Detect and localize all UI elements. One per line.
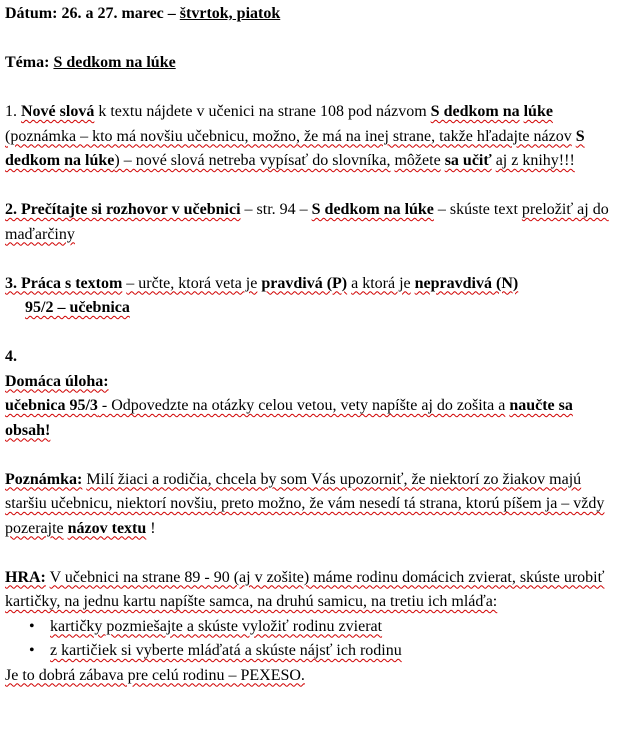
task-3 — [5, 272, 617, 297]
note — [5, 468, 617, 542]
note-name: názov textu — [67, 519, 147, 537]
homework-book: učebnica 95/3 — [5, 397, 98, 414]
task-2-text-1: – str. 94 – — [244, 201, 308, 218]
date-line — [5, 2, 617, 27]
list-item-text: kartičky pozmiešajte a skúste vyložiť rodinu zvierat — [50, 617, 383, 635]
note-text: Milí žiaci a rodičia, chcela by som Vás upozorniť, že niektorí zo žiakov majú staršiu učebnicu, niektorí novšiu, preto možno, že vám nesedí tá strana, ktorú píšem ja – vždy pozerajte — [5, 470, 605, 537]
task-3-text-1: – určte, ktorá veta je — [126, 274, 258, 292]
date-weekdays: štvrtok, piatok — [179, 5, 281, 22]
topic-title: S dedkom na lúke — [53, 54, 176, 71]
bullet-icon: • — [29, 617, 35, 635]
task-1-text-2: (poznámka – kto má novšiu učebnicu, možno, že má na inej strane, takže hľadajte názov — [5, 127, 572, 145]
task-1-title-3: S dedkom na lúke — [5, 127, 585, 169]
topic-line — [5, 51, 617, 76]
task-1-label: Nové slová — [21, 103, 95, 120]
task-1-learn: sa učiť — [444, 152, 492, 169]
homework-learn: naučte sa obsah! — [5, 397, 573, 439]
task-1-title-1: S dedkom na — [430, 103, 520, 120]
task-3-ref-line — [5, 296, 617, 321]
document-page — [5, 2, 617, 688]
task-1-title-2: lúke — [523, 103, 553, 120]
topic-label: Téma: — [5, 54, 50, 71]
note-label: Poznámka: — [5, 470, 83, 488]
homework-label: Domáca úloha: — [5, 372, 109, 390]
homework-text: - Odpovedzte na otázky celou vetou, vety napíšte aj do zošita a — [97, 397, 506, 414]
task-3-text-2: a ktorá je — [351, 274, 411, 292]
task-2-title: S dedkom na lúke — [311, 201, 434, 218]
game-closing — [5, 664, 617, 689]
date-month: marec — [121, 5, 164, 22]
task-3-ref: 95/2 – učebnica — [25, 299, 130, 316]
task-2-label: 2. Prečítajte si rozhovor v učebnici — [5, 201, 241, 218]
game — [5, 566, 617, 615]
task-4 — [5, 345, 617, 370]
game-bullet-list — [5, 615, 617, 664]
task-3-false: nepravdivá (N) — [414, 274, 519, 292]
list-item-text: z kartičiek si vyberte mláďatá a skúste nájsť ich rodinu — [50, 642, 402, 659]
game-label: HRA: — [5, 568, 46, 586]
homework-heading — [5, 370, 617, 395]
game-closing-text: Je to dobrá zábava pre celú rodinu – PEXESO. — [5, 666, 305, 684]
date-days: 26. a 27. — [61, 5, 118, 22]
task-1-text-5: aj z knihy!!! — [495, 152, 575, 169]
list-item — [5, 615, 617, 640]
date-label: Dátum: — [5, 5, 58, 22]
task-3-label: 3. Práca s textom — [5, 274, 123, 292]
list-item — [5, 639, 617, 664]
task-2-text-2: – skúste text — [437, 201, 518, 218]
note-end: ! — [150, 519, 156, 537]
task-1-number: 1. — [5, 103, 17, 120]
homework-body — [5, 394, 617, 443]
task-1-text-4: môžete — [394, 152, 441, 169]
task-2 — [5, 198, 617, 247]
bullet-icon: • — [29, 642, 35, 659]
task-3-true: pravdivá (P) — [261, 274, 348, 292]
task-1-text-3: ) – nové slová netreba vypísať do slovníka, — [114, 152, 391, 169]
task-1-text-1: k textu nájdete v učenici na strane 108 pod názvom — [98, 103, 427, 120]
task-1 — [5, 100, 617, 174]
game-text: V učebnici na strane 89 - 90 (aj v zošite) máme rodinu domácich zvierat, skúste urobiť kartičky, na jednu kartu napíšte samca, na druhú samicu, na tretiu ich mláďa: — [5, 568, 605, 610]
date-dash: – — [167, 5, 176, 22]
task-4-number: 4. — [5, 348, 17, 365]
task-2-text-3: preložiť aj do maďarčiny — [5, 201, 609, 243]
